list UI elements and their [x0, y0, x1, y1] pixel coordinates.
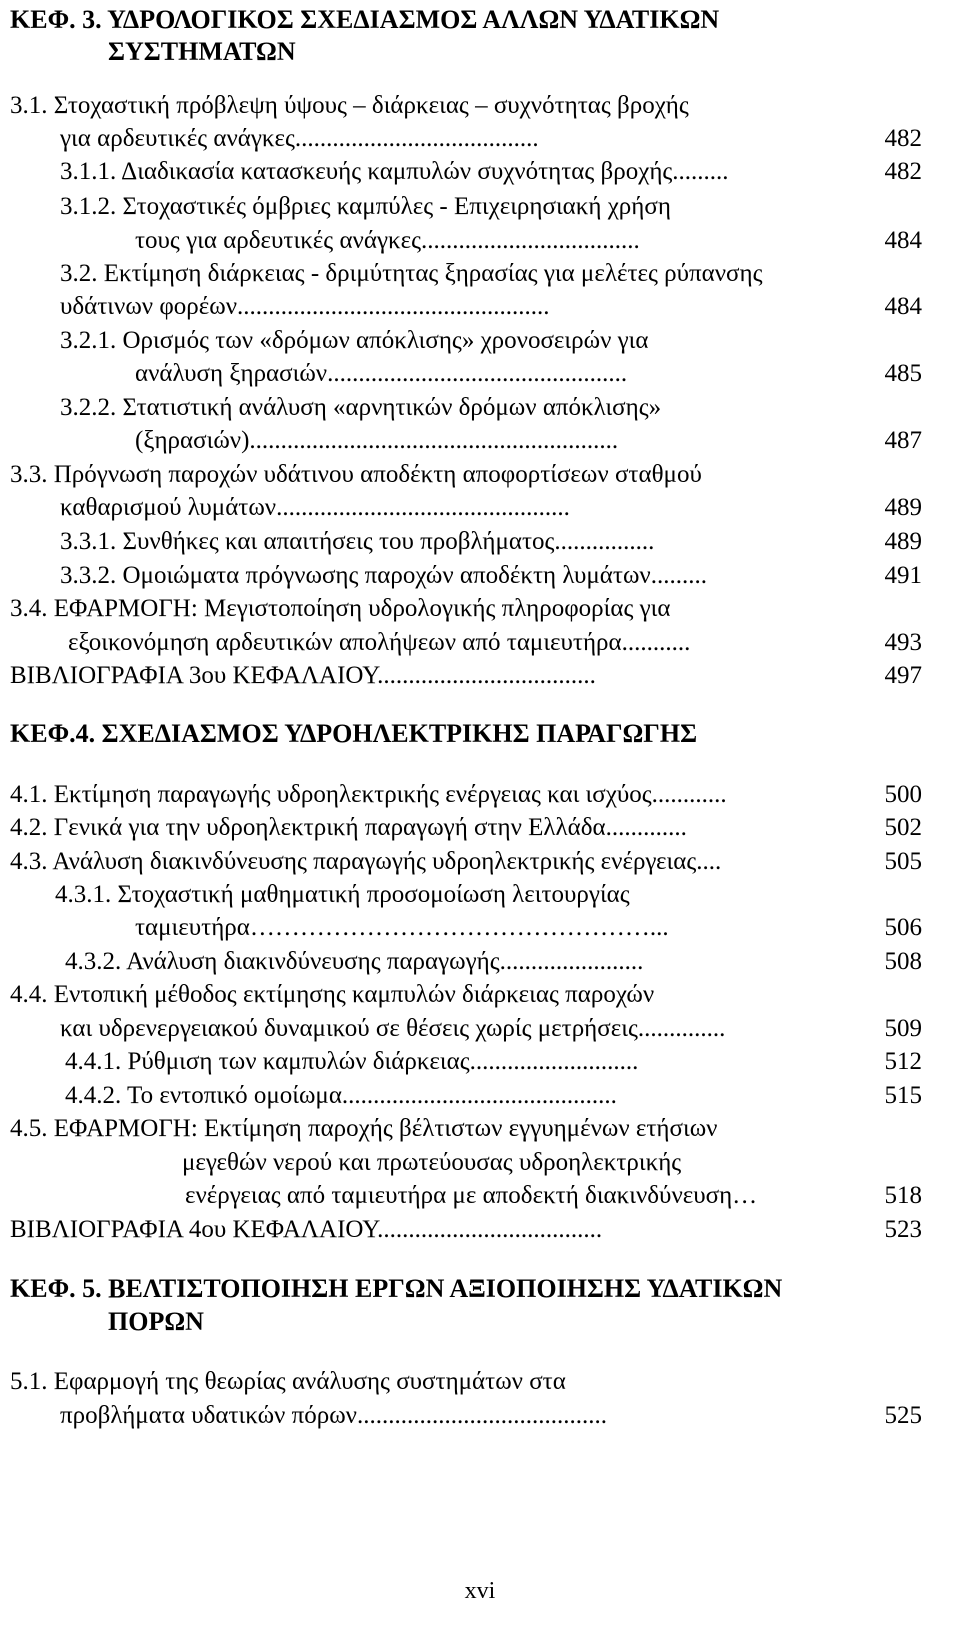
toc-entry-3-1: 3.1. Στοχαστική πρόβλεψη ύψους – διάρκειας – συχνότητας βροχής — [10, 92, 689, 119]
toc-entry-4-3-1: 4.3.1. Στοχαστική μαθηματική προσομοίωση λειτουργίας — [55, 881, 630, 908]
toc-entry-4-1: 4.1. Εκτίμηση παραγωγής υδροηλεκτρικής ενέργειας και ισχύος............ — [10, 781, 727, 808]
toc-entry-4-3: 4.3. Ανάλυση διακινδύνευσης παραγωγής υδροηλεκτρικής ενέργειας.... — [10, 848, 722, 875]
toc-entry-bibliography-3: ΒΙΒΛΙΟΓΡΑΦΙΑ 3ου ΚΕΦΑΛΑΙΟΥ................................... — [10, 662, 596, 689]
toc-entry-3-3-cont: καθαρισμού λυμάτων............................................... — [60, 494, 570, 521]
page-number: 500 — [884, 781, 922, 808]
toc-entry-3-2-2: 3.2.2. Στατιστική ανάλυση «αρνητικών δρόμων απόκλισης» — [60, 394, 662, 421]
toc-entry-4-3-1-cont: ταμιευτήρα…………………………………………... — [135, 914, 669, 941]
toc-entry-5-1-cont: προβλήματα υδατικών πόρων........................................ — [60, 1402, 607, 1429]
toc-entry-3-3-2: 3.3.2. Ομοιώματα πρόγνωσης παροχών αποδέκτη λυμάτων......... — [60, 562, 707, 589]
chapter-5-heading-cont: ΠΟΡΩΝ — [108, 1307, 204, 1336]
toc-entry-3-1-2: 3.1.2. Στοχαστικές όμβριες καμπύλες - Επιχειρησιακή χρήση — [60, 193, 671, 220]
toc-entry-4-4-1: 4.4.1. Ρύθμιση των καμπυλών διάρκειας........................... — [65, 1048, 639, 1075]
page-number: 505 — [884, 848, 922, 875]
toc-entry-3-2-1-cont: ανάλυση ξηρασιών................................................ — [135, 360, 628, 387]
chapter-3-heading-line1: ΚΕΦ. 3. ΥΔΡΟΛΟΓΙΚΟΣ ΣΧΕΔΙΑΣΜΟΣ ΑΛΛΩΝ ΥΔΑΤΙΚΩΝ — [10, 5, 720, 34]
toc-entry-5-1: 5.1. Εφαρμογή της θεωρίας ανάλυσης συστημάτων στα — [10, 1368, 566, 1395]
toc-entry-4-4-2: 4.4.2. Το εντοπικό ομοίωμα............................................ — [65, 1082, 617, 1109]
page-number: 491 — [884, 562, 922, 589]
page-number: 493 — [884, 629, 922, 656]
page-number: 482 — [884, 158, 922, 185]
chapter-3-heading — [10, 4, 719, 36]
page-number: 509 — [884, 1015, 922, 1042]
page-number: 484 — [884, 293, 922, 320]
toc-entry-4-5-cont2: ενέργειας από ταμιευτήρα με αποδεκτή διακινδύνευση… — [185, 1182, 758, 1209]
page-number: 489 — [884, 528, 922, 555]
page-number: 497 — [884, 662, 922, 689]
page-number: 523 — [884, 1216, 922, 1243]
toc-entry-3-2-cont: υδάτινων φορέων.................................................. — [60, 293, 550, 320]
toc-entry-3-2-1: 3.2.1. Ορισμός των «δρόμων απόκλισης» χρονοσειρών για — [60, 327, 649, 354]
page-number: 506 — [884, 914, 922, 941]
page-number: 508 — [884, 948, 922, 975]
toc-entry-3-4: 3.4. ΕΦΑΡΜΟΓΗ: Μεγιστοποίηση υδρολογικής πληροφορίας για — [10, 595, 671, 622]
toc-entry-4-5-cont: μεγεθών νερού και πρωτεύουσας υδροηλεκτρικής — [182, 1149, 682, 1176]
toc-entry-3-2-2-cont: (ξηρασιών)........................................................... — [135, 427, 619, 454]
toc-entry-3-1-1: 3.1.1. Διαδικασία κατασκευής καμπυλών συχνότητας βροχής......... — [60, 158, 729, 185]
toc-entry-3-4-cont: εξοικονόμηση αρδευτικών απολήψεων από ταμιευτήρα........... — [68, 629, 691, 656]
page-number: 518 — [884, 1182, 922, 1209]
page-number: 525 — [884, 1402, 922, 1429]
toc-entry-4-2: 4.2. Γενικά για την υδροηλεκτρική παραγωγή στην Ελλάδα............. — [10, 814, 687, 841]
toc-entry-3-1-2-cont: τους για αρδευτικές ανάγκες................................... — [135, 227, 640, 254]
chapter-4-heading: ΚΕΦ.4. ΣΧΕΔΙΑΣΜΟΣ ΥΔΡΟΗΛΕΚΤΡΙΚΗΣ ΠΑΡΑΓΩΓΗΣ — [10, 719, 698, 748]
page-number: 484 — [884, 227, 922, 254]
page-number: 512 — [884, 1048, 922, 1075]
page-footer-number: xvi — [464, 1578, 496, 1604]
toc-entry-bibliography-4: ΒΙΒΛΙΟΓΡΑΦΙΑ 4ου ΚΕΦΑΛΑΙΟΥ.................................... — [10, 1216, 603, 1243]
page-number: 489 — [884, 494, 922, 521]
page-number: 515 — [884, 1082, 922, 1109]
toc-entry-4-4-cont: και υδρενεργειακού δυναμικού σε θέσεις χωρίς μετρήσεις.............. — [60, 1015, 726, 1042]
page-number: 482 — [884, 125, 922, 152]
page-number: 485 — [884, 360, 922, 387]
chapter-3-heading-cont — [108, 36, 296, 68]
toc-entry-3-2: 3.2. Εκτίμηση διάρκειας - δριμύτητας ξηρασίας για μελέτες ρύπανσης — [60, 260, 763, 287]
toc-entry-3-3: 3.3. Πρόγνωση παροχών υδάτινου αποδέκτη αποφορτίσεων σταθμού — [10, 461, 702, 488]
chapter-5-heading: ΚΕΦ. 5. ΒΕΛΤΙΣΤΟΠΟΙΗΣΗ ΕΡΓΩΝ ΑΞΙΟΠΟΙΗΣΗΣ ΥΔΑΤΙΚΩΝ — [10, 1274, 783, 1303]
chapter-3-heading-line2: ΣΥΣΤΗΜΑΤΩΝ — [108, 37, 296, 66]
toc-entry-4-4: 4.4. Εντοπική μέθοδος εκτίμησης καμπυλών διάρκειας παροχών — [10, 981, 655, 1008]
toc-entry-3-3-1: 3.3.1. Συνθήκες και απαιτήσεις του προβλήματος................ — [60, 528, 655, 555]
toc-entry-4-3-2: 4.3.2. Ανάλυση διακινδύνευσης παραγωγής....................... — [65, 948, 644, 975]
toc-entry-3-1-cont: για αρδευτικές ανάγκες....................................... — [60, 125, 539, 152]
page-number: 487 — [884, 427, 922, 454]
page-number: 502 — [884, 814, 922, 841]
toc-entry-4-5: 4.5. ΕΦΑΡΜΟΓΗ: Εκτίμηση παροχής βέλτιστων εγγυημένων ετήσιων — [10, 1115, 718, 1142]
